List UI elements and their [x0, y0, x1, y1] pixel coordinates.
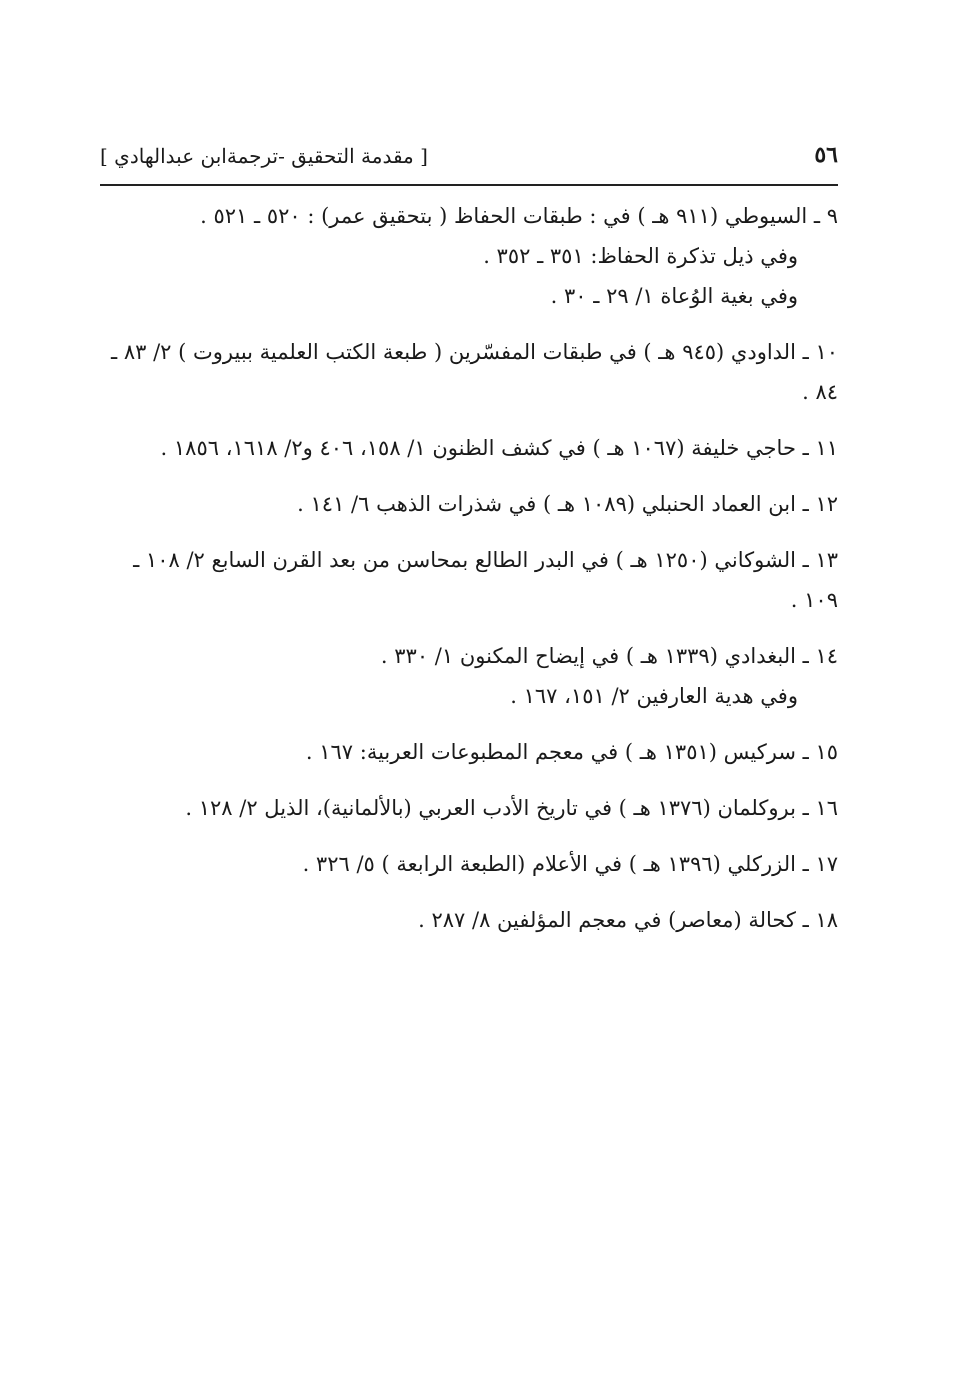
entry-line: ١٤ ـ البغدادي (١٣٣٩ هـ ) في إيضاح المكنون ١/ ٣٣٠ . [380, 644, 838, 668]
entry-line-continuation: ١٠٩ . [790, 588, 838, 612]
entry-line: ١٥ ـ سركيس (١٣٥١ هـ ) في معجم المطبوعات العربية: ١٦٧ . [305, 740, 838, 764]
running-title: [ مقدمة التحقيق -ترجمةابن عبدالهادي ] [100, 144, 428, 168]
entry-line-continuation: ٨٤ . [802, 380, 838, 404]
list-item [100, 732, 838, 772]
entry-line: ١٢ ـ ابن العماد الحنبلي (١٠٨٩ هـ ) في شذرات الذهب ٦/ ١٤١ . [297, 492, 838, 516]
entry-line: ١٠ ـ الداودي (٩٤٥ هـ ) في طبقات المفسّرين ( طبعة الكتب العلمية ببيروت ) ٢/ ٨٣ ـ [111, 340, 838, 364]
list-item [100, 844, 838, 884]
entry-line: ١٨ ـ كحالة (معاصر) في معجم المؤلفين ٨/ ٢٨٧ . [418, 908, 838, 932]
entry-line: ١٦ ـ بروكلمان (١٣٧٦ هـ ) في تاريخ الأدب العربي (بالألمانية)، الذيل ٢/ ١٢٨ . [185, 796, 838, 820]
biography-sources-list [100, 196, 838, 956]
list-item [100, 332, 838, 412]
list-item [100, 196, 838, 316]
entry-subline: وفي بغية الوُعاة ١/ ٢٩ ـ ٣٠ . [550, 284, 798, 308]
entry-line: ١٧ ـ الزركلي (١٣٩٦ هـ ) في الأعلام (الطبعة الرابعة ) ٥/ ٣٢٦ . [302, 852, 838, 876]
list-item [100, 540, 838, 620]
entry-subline: وفي هدية العارفين ٢/ ١٥١، ١٦٧ . [510, 684, 798, 708]
list-item [100, 636, 838, 716]
entry-line: ١٣ ـ الشوكاني (١٢٥٠ هـ ) في البدر الطالع بمحاسن من بعد القرن السابع ٢/ ١٠٨ ـ [133, 548, 838, 572]
entry-line: ١١ ـ حاجي خليفة (١٠٦٧ هـ ) في كشف الظنون ١/ ١٥٨، ٤٠٦ و٢/ ١٦١٨، ١٨٥٦ . [160, 436, 838, 460]
list-item [100, 788, 838, 828]
list-item [100, 900, 838, 940]
list-item [100, 428, 838, 468]
list-item [100, 484, 838, 524]
page-number: ٥٦ [814, 142, 838, 168]
entry-subline: وفي ذيل تذكرة الحفاظ: ٣٥١ ـ ٣٥٢ . [483, 244, 798, 268]
page-header [100, 138, 838, 178]
header-divider [100, 184, 838, 186]
entry-line: ٩ ـ السيوطي (٩١١ هـ ) في : طبقات الحفاظ ( بتحقيق عمر) : ٥٢٠ ـ ٥٢١ . [200, 204, 838, 228]
